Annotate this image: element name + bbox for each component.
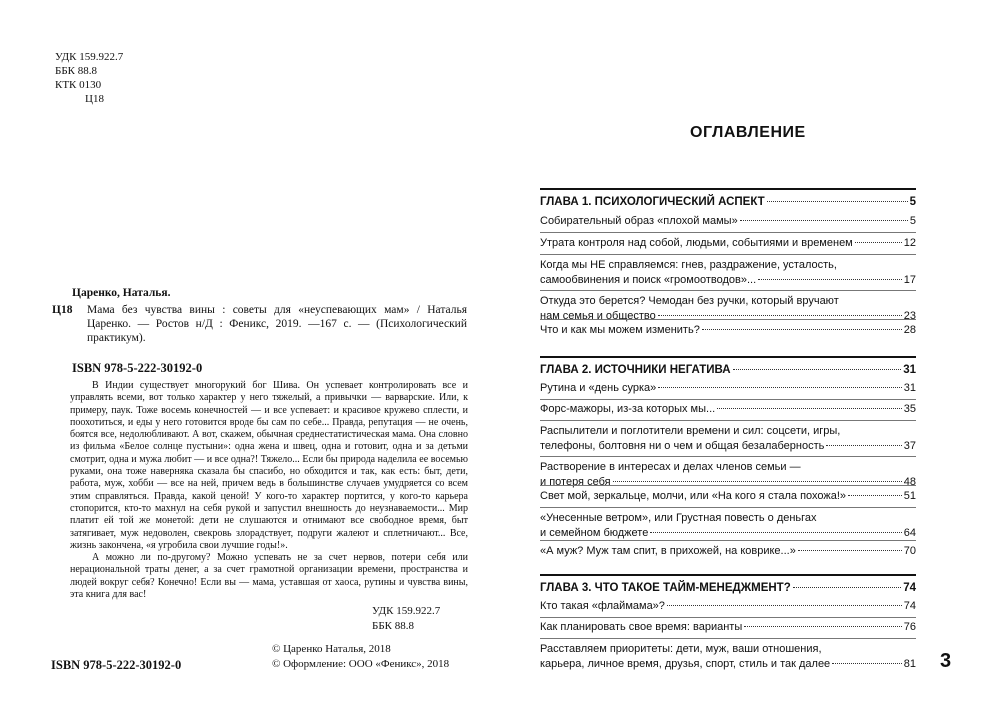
toc-entry[interactable] [540,642,916,671]
toc-entry[interactable] [540,544,916,559]
toc-entry[interactable] [540,620,916,635]
ktk-code: КТК 0130 [55,79,102,91]
toc-entry-title: Кто такая «флаймама»? [540,600,665,612]
toc-chapter-heading[interactable] [540,581,916,596]
toc-entry-title: Распылители и поглотители времени и сил: соцсети, игры, [540,425,841,437]
toc-leader-dots [758,279,902,280]
toc-page-number: 17 [903,273,916,286]
udk-code-bottom: УДК 159.922.7 [372,605,441,617]
toc-page-number: 51 [903,490,916,502]
toc-entry-title: и потеря себя [540,475,611,488]
toc-page-number: 74 [903,582,916,594]
copyright-author: © Царенко Наталья, 2018 [272,643,391,655]
toc-row-divider [540,420,916,421]
toc-leader-dots [767,201,908,202]
abstract-paragraph: В Индии существует многорукий бог Шива. Он успевает контролировать все и управлять всеми, вот только характер у него тяжелый, а привычки — варварские. Или, к примеру, паук. Тоже восемь конечностей — и все успевает: и красивое кружево сплести, и поохотиться, и еды у него готовится вроде бы сам по себе... Правда, репутация — не очень, боятся все, недолюбливают. А вот, скажем, обычная среднестатистическая мама. Она словно из фильма «Белое солнце пустыни»: одна жена и швец, одна и готовит, одна и за детьми смотрит, одна и мужа любит — и все одна?! Тяжело... Если бы природа наделила ее восемью руками, она тоже наверняка сказала бы спасибо, но обходится и так, как есть: быт, дети, работа, муж, хобби — все на ней, причем ведь в большинстве случаев умудряется со всем этим справляться. Правда, какой ценой! У кого-то характер портится, у кого-то карьера стопорится, кто-то махнул на себя рукой и запустил внешность до неузнаваемости... Мир платит ей той же монетой: дети не слушаются и отнимают все свободное время, быт затягивает, муж недоволен, свекровь злорадствует, подруги жалеют и сплетничают... Все, жизнь закончена, «я угробила свои лучшие годы!». [70,380,468,551]
book-abstract [70,380,468,601]
toc-entry[interactable] [540,214,916,229]
toc-leader-dots [658,387,901,388]
toc-entry-title: телефоны, болтовня ни о чем и общая безалаберность [540,439,825,452]
toc-entry-title: карьера, личное время, друзья, спорт, стиль и так далее [540,657,831,670]
toc-entry[interactable] [540,489,916,504]
toc-row-divider [540,540,916,541]
page-number: 3 [940,650,952,672]
toc-leader-dots [855,242,902,243]
toc-entry-title: «А муж? Муж там спит, в прихожей, на коврике...» [540,545,796,557]
toc-row-divider [540,319,916,320]
toc-entry-title: «Унесенные ветром», или Грустная повесть о деньгах [540,512,817,524]
toc-entry[interactable] [540,323,916,338]
toc-chapter-heading[interactable] [540,195,916,210]
toc-page-number: 35 [903,403,916,415]
bbk-code-bottom: ББК 88.8 [372,620,414,632]
catalog-description: Мама без чувства вины : советы для «неуспевающих мам» / Наталья Царенко. — Ростов н/Д : Феникс, 2019. —167 с. — (Психологический практикум). [87,304,467,344]
toc-entry-title: Когда мы НЕ справляемся: гнев, раздражение, усталость, [540,259,837,271]
toc-row-divider [540,638,916,639]
toc-page-number: 28 [903,324,916,336]
toc-page-number: 64 [903,526,916,539]
toc-entry[interactable] [540,258,916,287]
toc-row-divider [540,290,916,291]
toc-page-number: 5 [909,215,916,227]
toc-page-number: 37 [903,439,916,452]
toc-entry-title: Расставляем приоритеты: дети, муж, ваши отношения, [540,643,822,655]
toc-entry-title: Откуда это берется? Чемодан без ручки, который вручают [540,295,839,307]
copyright-design: © Оформление: ООО «Феникс», 2018 [272,657,450,670]
toc-page-number: 70 [903,545,916,557]
toc-page-number: 31 [903,364,916,376]
toc-leader-dots [658,315,902,316]
toc-entry-title: самообвинения и поиск «громоотводов»... [540,273,757,286]
toc-page-number: 81 [903,657,916,670]
toc-title: ОГЛАВЛЕНИЕ [690,124,806,141]
udk-code: УДК 159.922.7 [55,51,124,63]
toc-row-divider [540,456,916,457]
toc-row-divider [540,507,916,508]
catalog-entry [52,303,467,345]
toc-entry-title: Собирательный образ «плохой мамы» [540,215,738,227]
toc-chapter-heading[interactable] [540,363,916,378]
toc-leader-dots [793,587,901,588]
toc-entry-title: Рутина и «день сурка» [540,382,657,394]
isbn-bottom: ISBN 978-5-222-30192-0 [51,658,182,672]
toc-leader-dots [650,532,901,533]
toc-page-number: 48 [903,475,916,488]
toc-entry[interactable] [540,381,916,396]
toc-chapter-rule [540,356,916,358]
toc-entry-title: Утрата контроля над собой, людьми, событиями и временем [540,237,853,249]
toc-chapter-rule [540,188,916,190]
toc-entry-title: Что и как мы можем изменить? [540,324,700,336]
toc-leader-dots [733,369,902,370]
toc-entry-title: нам семья и общество [540,309,656,322]
toc-leader-dots [717,408,902,409]
author-index: Ц18 [85,93,104,105]
toc-leader-dots [848,495,902,496]
toc-entry-title: Свет мой, зеркальце, молчи, или «На кого я стала похожа!» [540,490,847,502]
toc-page-number: 23 [903,309,916,322]
toc-entry[interactable] [540,511,916,540]
catalog-mark: Ц18 [52,304,73,316]
toc-leader-dots [826,445,901,446]
isbn-top: ISBN 978-5-222-30192-0 [72,361,203,375]
abstract-paragraph: А можно ли по-другому? Можно успевать не за счет нервов, потери себя или нерациональной траты денег, а за счет грамотной организации времени, пространства и людей вокруг себя? Конечно! Если вы — мама, уставшая от хаоса, рутины и чувства вины, эта книга для вас! [70,552,468,601]
toc-page-number: 5 [909,196,916,208]
toc-entry[interactable] [540,236,916,251]
toc-chapter-title: ГЛАВА 2. ИСТОЧНИКИ НЕГАТИВА [540,364,731,376]
toc-chapter-rule [540,574,916,576]
toc-entry[interactable] [540,424,916,453]
toc-entry[interactable] [540,599,916,614]
toc-chapter-title: ГЛАВА 3. ЧТО ТАКОЕ ТАЙМ-МЕНЕДЖМЕНТ? [540,582,791,594]
toc-leader-dots [798,550,902,551]
toc-row-divider [540,485,916,486]
toc-page-number: 31 [903,382,916,394]
toc-leader-dots [667,605,902,606]
toc-entry-title: Форс-мажоры, из-за которых мы... [540,403,716,415]
toc-row-divider [540,232,916,233]
toc-page-number: 76 [903,621,916,633]
toc-leader-dots [613,481,902,482]
toc-page-number: 12 [903,237,916,249]
toc-page-number: 74 [903,600,916,612]
toc-chapter-title: ГЛАВА 1. ПСИХОЛОГИЧЕСКИЙ АСПЕКТ [540,196,765,208]
classification-codes [55,50,123,106]
toc-entry-title: Растворение в интересах и делах членов семьи — [540,461,801,473]
toc-leader-dots [832,663,902,664]
toc-row-divider [540,399,916,400]
toc-entry-title: и семейном бюджете [540,526,649,539]
bottom-codes [372,604,440,634]
copyright-block [272,642,449,671]
toc-entry-title: Как планировать свое время: варианты [540,621,743,633]
toc-leader-dots [744,626,902,627]
bbk-code: ББК 88.8 [55,65,97,77]
toc-leader-dots [702,329,902,330]
toc-entry[interactable] [540,402,916,417]
toc-row-divider [540,254,916,255]
toc-row-divider [540,617,916,618]
toc-leader-dots [740,220,908,221]
catalog-author: Царенко, Наталья. [72,287,171,299]
